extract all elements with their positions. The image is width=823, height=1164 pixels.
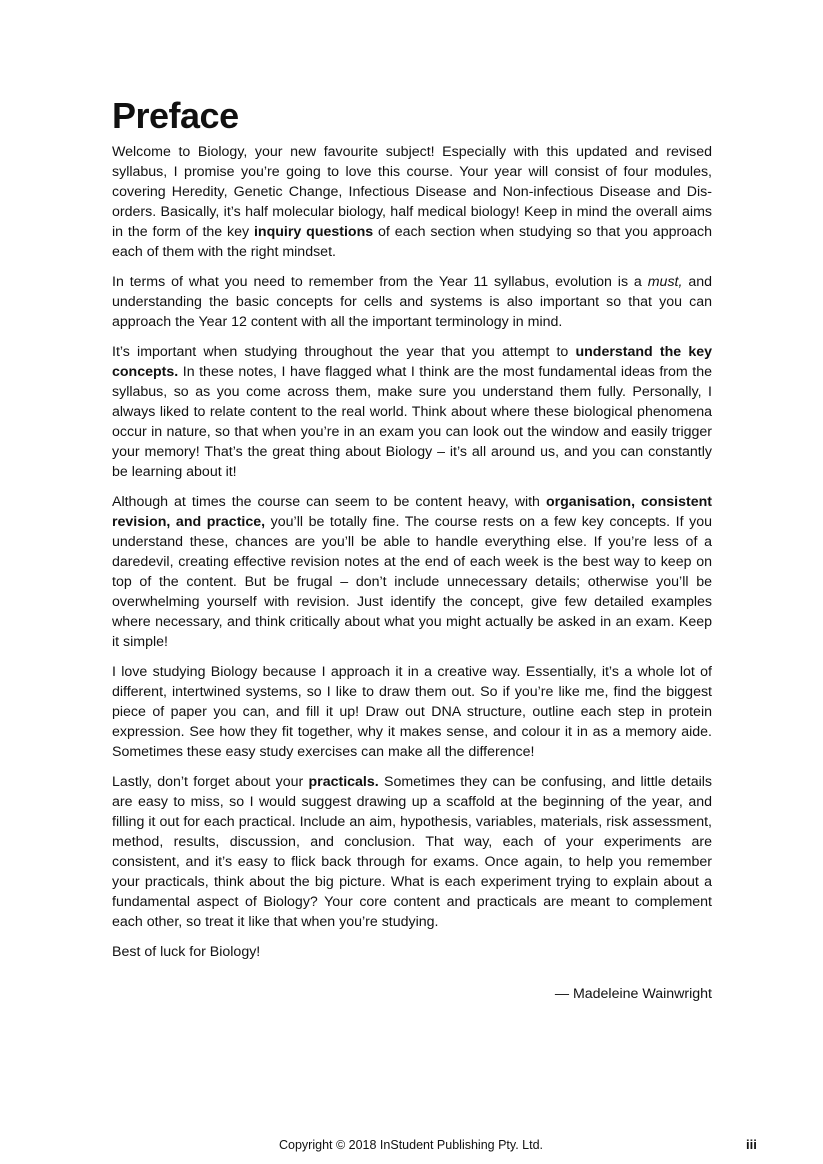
author-signature: — Madeleine Wainwright (554, 986, 712, 1002)
paragraph-creative (112, 662, 712, 762)
text-segment: Welcome to Biology, your new favourite subject! Especially with this updated and revised syllabus, I promise you’re going to love this course. Your year will consist of four modules, covering Heredity, Genetic Change, Infectious Disease and Non-infectious Disease and Disorders. Basically, it’s half molecular biology, half medical biology! Keep in mind the overall aims in the form of the key (112, 144, 712, 240)
paragraph-revision (112, 492, 712, 652)
text-segment: Although at times the course can seem to be content heavy, with (112, 494, 546, 510)
emphasis-bold: understand the key concepts. (112, 344, 712, 380)
paragraph-year11 (112, 272, 712, 332)
text-segment: It’s important when studying throughout the year that you attempt to (112, 344, 576, 360)
emphasis-bold: organisation, consistent revision, and practice, (112, 494, 712, 530)
emphasis-italic: must, (647, 274, 683, 290)
page-title: Preface (112, 95, 239, 136)
emphasis-bold: inquiry questions (253, 224, 374, 240)
signoff: Best of luck for Biology! (112, 944, 261, 960)
paragraph-intro (112, 142, 712, 262)
text-segment: Sometimes they can be confusing, and little details are easy to miss, so I would suggest drawing up a scaffold at the beginning of the year, and filling it out for each practical. Include an aim, hypothesis, variables, materials, risk assessment, method, results, discussion, and conclusion. That way, each of your experiments are consistent, and it’s easy to flick back through for exams. Once again, to help you remember your practicals, think about the big picture. What is each experiment trying to explain about a fundamental aspect of Biology? Your core content and practicals are meant to complement each other, so treat it like that when you’re studying. (112, 774, 712, 930)
text-segment: of each section when studying so that you approach each of them with the right mindset. (112, 224, 712, 260)
footer-copyright: Copyright © 2018 InStudent Publishing Pty. Ltd. (279, 1138, 544, 1152)
text-segment: and understanding the basic concepts for cells and systems is also important so that you can approach the Year 12 content with all the important terminology in mind. (112, 274, 712, 330)
paragraph-practicals (112, 772, 712, 932)
text-segment: Lastly, don’t forget about your (112, 774, 309, 790)
document-page (112, 96, 712, 1004)
page-number: iii (746, 1137, 757, 1152)
emphasis-bold: practicals. (308, 774, 379, 790)
text-segment: you’ll be totally fine. The course rests on a few key concepts. If you understand these, chances are you’ll be able to handle everything else. If you’re less of a daredevil, creating effective revision notes at the end of each week is the best way to keep on top of the content. But be frugal – don’t include unnecessary details; otherwise you’ll be overwhelming yourself with revision. Just identify the concept, give few detailed examples where necessary, and think critically about what you might actually be asked in an exam. Keep it simple! (112, 514, 712, 650)
text-segment: I love studying Biology because I approach it in a creative way. Essentially, it’s a whole lot of different, intertwined systems, so I like to draw them out. So if you’re like me, find the biggest piece of paper you can, and fill it up! Draw out DNA structure, outline each step in protein expression. See how they fit together, why it makes sense, and colour it in as a memory aide. Sometimes these easy study exercises can make all the difference! (112, 664, 712, 760)
text-segment: In terms of what you need to remember from the Year 11 syllabus, evolution is a (112, 274, 648, 290)
text-segment: In these notes, I have flagged what I think are the most fundamental ideas from the syllabus, so as you come across them, make sure you understand them fully. Personally, I always liked to relate content to the real world. Think about where these biological phenomena occur in nature, so that when you’re in an exam you can look out the window and easily trigger your memory! That’s the great thing about Biology – it’s all around us, and you can constantly be learning about it! (112, 364, 712, 480)
paragraph-key-concepts (112, 342, 712, 482)
